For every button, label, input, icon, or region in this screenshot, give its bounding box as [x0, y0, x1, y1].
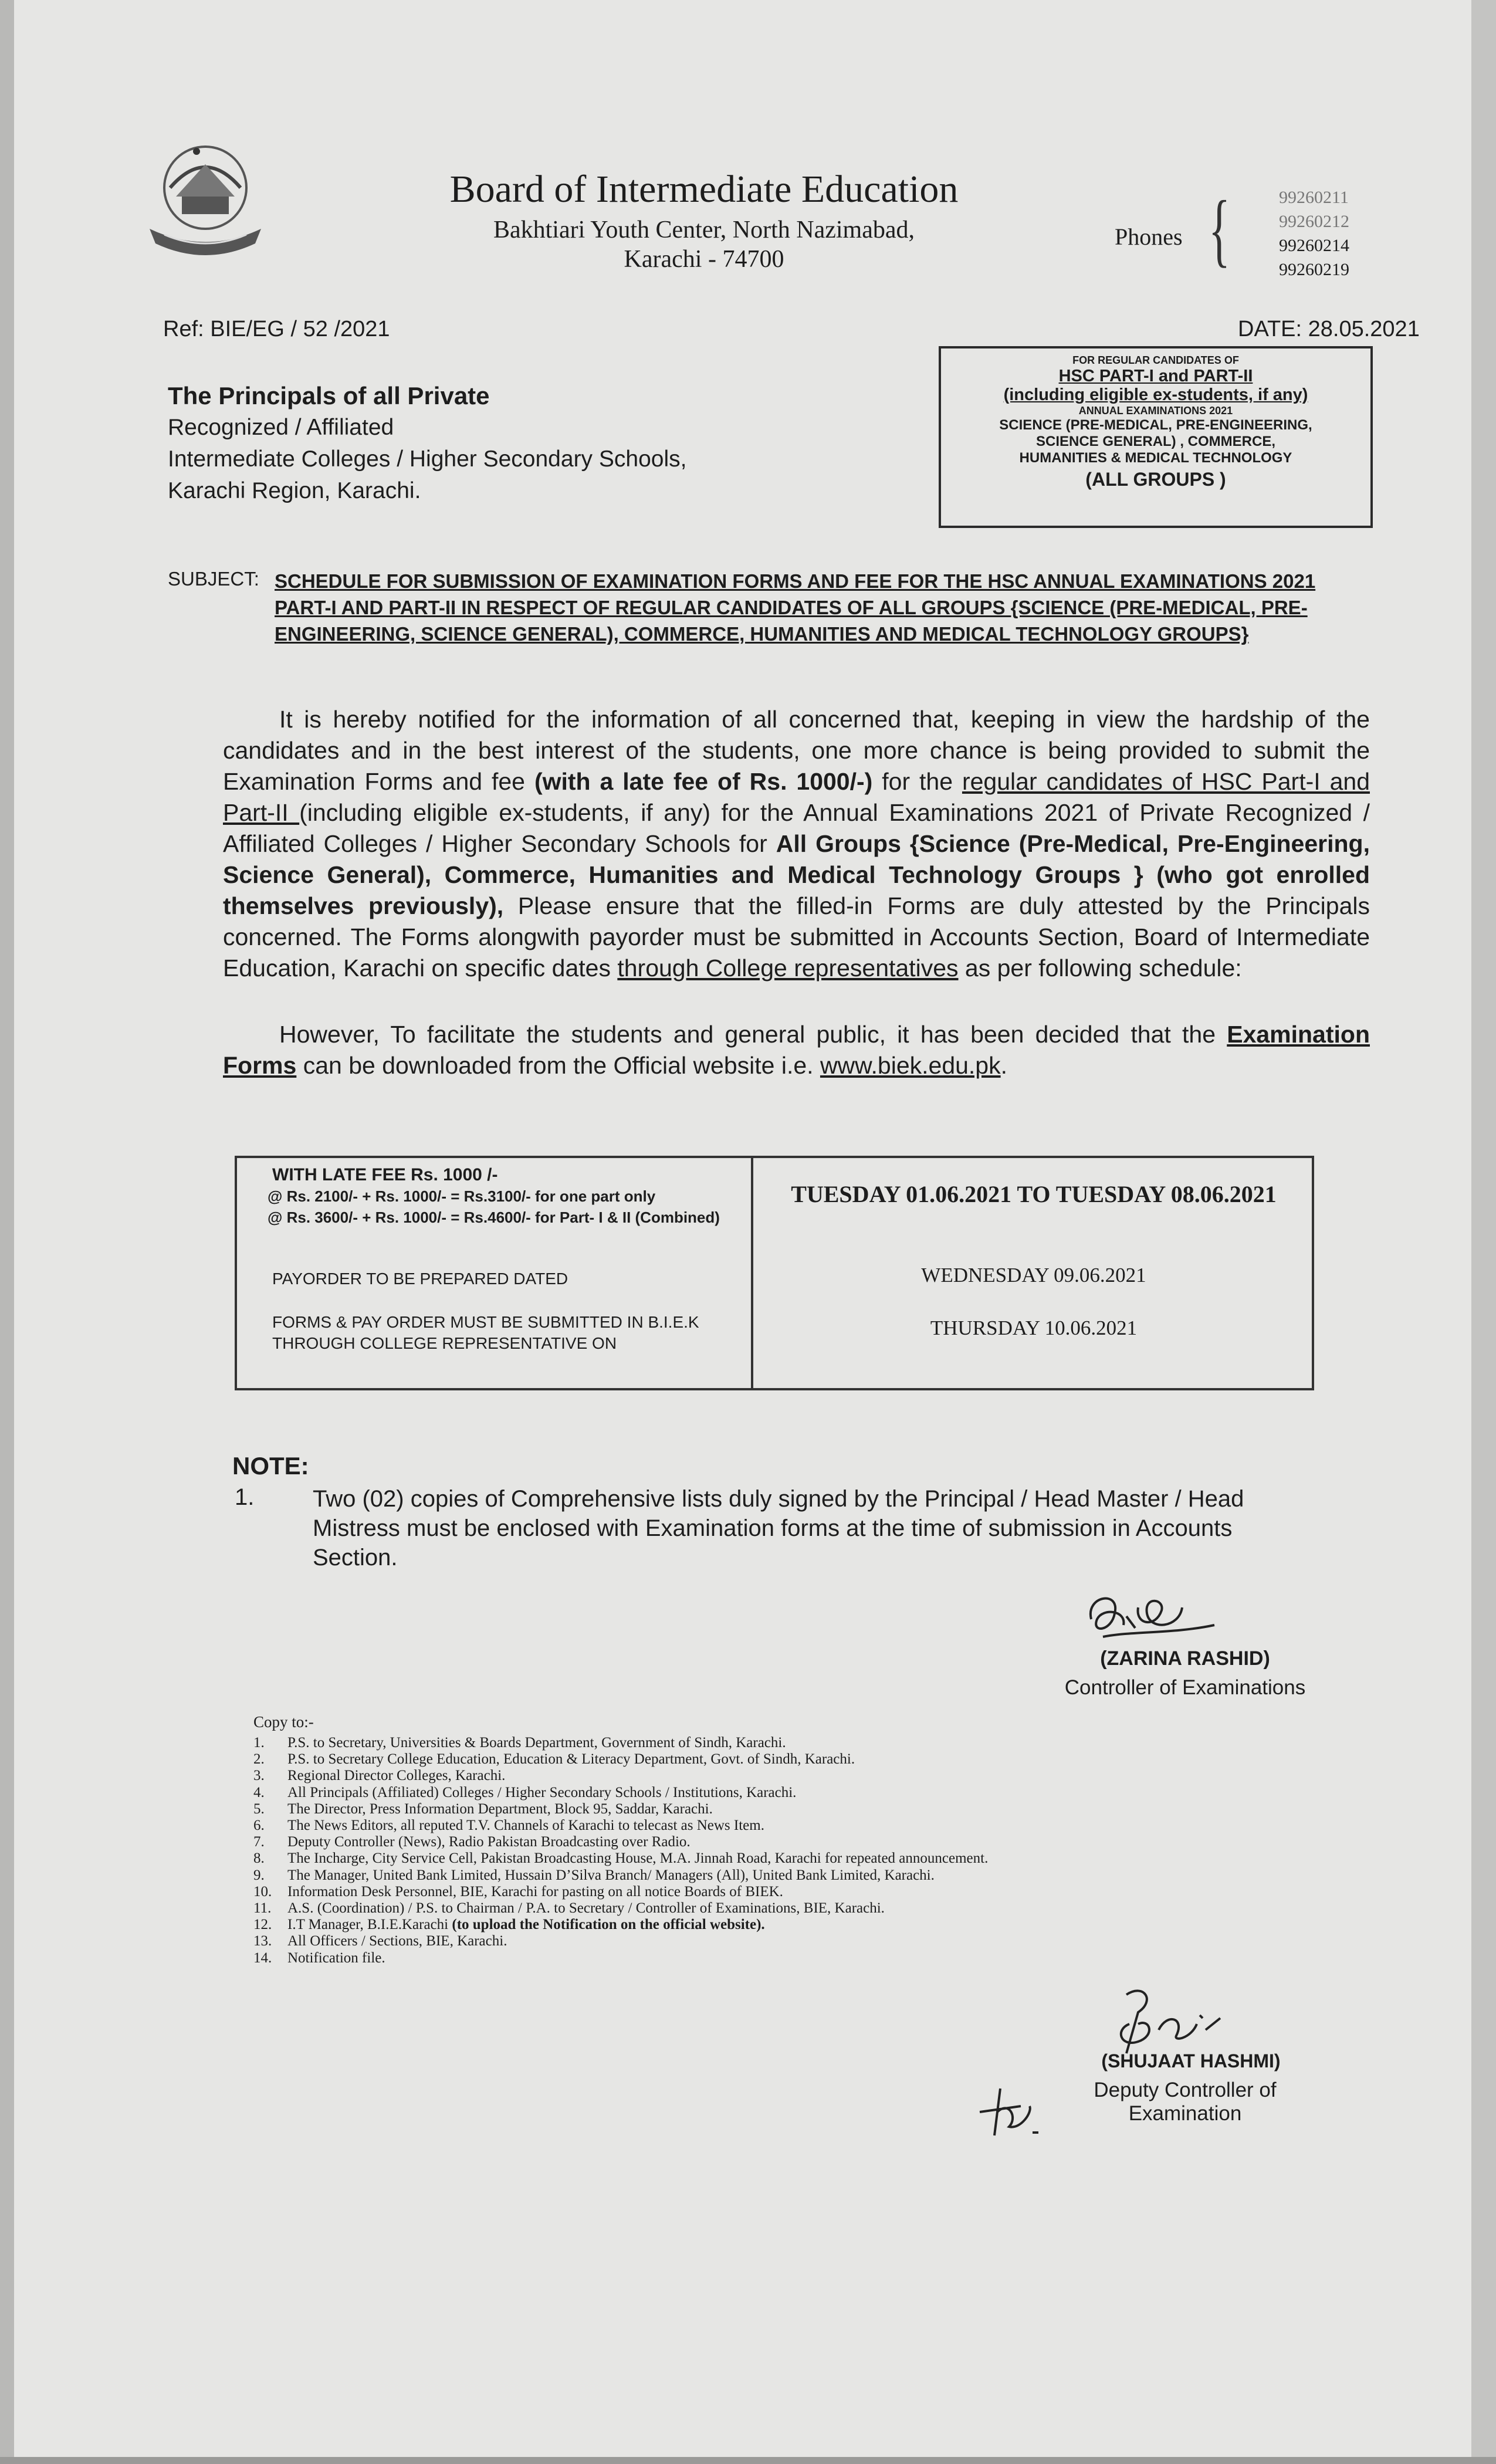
paragraph-text: (including eligible ex-students, if any) for the Annual Examinations 2021 of Private Recognized / Affiliated Colleges / Higher Secondary Schools for [223, 799, 1370, 857]
box-line: SCIENCE GENERAL) , COMMERCE, [1035, 434, 1276, 449]
copy-to-item: 1. P.S. to Secretary, Universities & Boards Department, Government of Sindh, Karachi. [253, 1735, 786, 1751]
copy-to-item: 2. P.S. to Secretary College Education, Education & Literacy Department, Govt. of Sindh, Karachi. [253, 1751, 855, 1768]
note-text: Two (02) copies of Comprehensive lists duly signed by the Principal / Head Master / Head Mistress must be enclosed with Examination forms at the time of submission in Accounts Section. [313, 1486, 1244, 1571]
box-line: (ALL GROUPS ) [1085, 469, 1226, 490]
scan-edge-right [1471, 0, 1496, 2464]
copy-to-item: 13. All Officers / Sections, BIE, Karachi. [253, 1933, 507, 1949]
schedule-dates: TUESDAY 01.06.2021 TO TUESDAY 08.06.2021 [791, 1181, 1277, 1207]
paragraph-bold: All Groups {Science (Pre-Medical, Pre-Engineering, Science General), Commerce, Humanities and Medical Technology Groups } (who got enrolled themselves previously), [223, 830, 1370, 919]
copy-to-item: 5. The Director, Press Information Department, Block 95, Saddar, Karachi. [253, 1800, 713, 1817]
addressee-line: Recognized / Affiliated [168, 415, 394, 440]
copy-to-item: 9. The Manager, United Bank Limited, Hussain D’Silva Branch/ Managers (All), United Bank Limited, Karachi. [253, 1867, 935, 1883]
signature-zarina-rashid [1079, 1584, 1232, 1649]
paragraph-text: for the [872, 768, 962, 795]
paragraph-underline: regular candidates of HSC Part-I and Part-II [223, 768, 1370, 826]
copy-to-item: 7. Deputy Controller (News), Radio Pakistan Broadcasting over Radio. [253, 1834, 691, 1850]
board-title: Board of Intermediate Education [449, 168, 959, 211]
paragraph-text: can be downloaded from the Official website i.e. [296, 1052, 820, 1079]
copy-to-item: 4. All Principals (Affiliated) Colleges / Higher Secondary Schools / Institutions, Karachi. [253, 1784, 797, 1800]
candidates-box [939, 346, 1373, 528]
payorder-date: WEDNESDAY 09.06.2021 [921, 1264, 1146, 1287]
initials-mark [974, 2077, 1056, 2141]
copy-to-label: Copy to:- [253, 1713, 314, 1731]
copy-to-item: 14. Notification file. [253, 1949, 385, 1966]
note-number: 1. [235, 1484, 255, 1510]
paragraph-bold: (with a late fee of Rs. 1000/-) [534, 768, 873, 795]
late-fee-label: WITH LATE FEE Rs. 1000 /- [272, 1165, 498, 1184]
paragraph-text: It is hereby notified for the information of all concerned that, keeping in view the hardship of the candidates and in the best interest of the students, one more chance is being provided to submit the Examination Forms and fee [223, 706, 1370, 795]
paragraph-text: as per following schedule: [958, 955, 1242, 981]
copy-to-item: 10. Information Desk Personnel, BIE, Karachi for pasting on all notice Boards of BIEK. [253, 1883, 783, 1900]
brace-icon: { [1209, 184, 1230, 275]
addressee [168, 380, 813, 507]
board-address-line2: Karachi - 74700 [624, 246, 784, 273]
phones-label: Phones [1115, 224, 1183, 250]
addressee-line: Intermediate Colleges / Higher Secondary Schools, [168, 446, 687, 472]
scan-edge-bottom [0, 2457, 1496, 2464]
box-line: HUMANITIES & MEDICAL TECHNOLOGY [1019, 450, 1292, 466]
signatory-name: (SHUJAAT HASHMI) [1101, 2050, 1281, 2072]
phone-number: 99260219 [1279, 260, 1349, 279]
copy-to-item: 12. I.T Manager, B.I.E.Karachi (to upload the Notification on the official website). [253, 1917, 765, 1933]
fee-rate-combined: @ Rs. 3600/- + Rs. 1000/- = Rs.4600/- for Part- I & II (Combined) [268, 1209, 720, 1226]
paragraph-underline: Examination Forms [223, 1021, 1370, 1079]
copy-to-item: 3. Regional Director Colleges, Karachi. [253, 1768, 506, 1784]
box-line: FOR REGULAR CANDIDATES OF [1072, 354, 1239, 366]
phone-numbers [1279, 185, 1349, 282]
subject-label: SUBJECT: [168, 568, 259, 590]
box-line: HSC PART-I and PART-II [1058, 367, 1253, 385]
board-logo [141, 141, 270, 276]
box-line: SCIENCE (PRE-MEDICAL, PRE-ENGINEERING, [999, 417, 1312, 433]
body-paragraph-1 [223, 704, 1370, 984]
note-heading: NOTE: [232, 1452, 309, 1480]
website-link[interactable]: www.biek.edu.pk [820, 1052, 1001, 1079]
addressee-line: Karachi Region, Karachi. [168, 478, 421, 503]
body-paragraph-2 [223, 1019, 1370, 1081]
subject-text: SCHEDULE FOR SUBMISSION OF EXAMINATION FORMS AND FEE FOR THE HSC ANNUAL EXAMINATIONS 2021 PART-I AND PART-II IN RESPECT OF REGULAR CANDIDATES OF ALL GROUPS {SCIENCE (PRE-MEDICAL, PRE-ENGINEERING, SCIENCE GENERAL), COMMERCE, HUMANITIES AND MEDICAL TECHNOLOGY GROUPS} [275, 570, 1316, 645]
reference-number: Ref: BIE/EG / 52 /2021 [163, 317, 390, 341]
phone-number: 99260211 [1279, 188, 1349, 207]
box-line: (including eligible ex-students, if any) [1003, 385, 1308, 404]
signature-shujaat-hashmi [1103, 1983, 1255, 2059]
submission-label: FORMS & PAY ORDER MUST BE SUBMITTED IN B.I.E.K THROUGH COLLEGE REPRESENTATIVE ON [272, 1313, 699, 1352]
fee-rate-one-part: @ Rs. 2100/- + Rs. 1000/- = Rs.3100/- for one part only [268, 1187, 656, 1205]
copy-to-item: 8. The Incharge, City Service Cell, Pakistan Broadcasting House, M.A. Jinnah Road, Karachi for repeated announcement. [253, 1850, 989, 1867]
paragraph-text: Please ensure that the filled-in Forms are duly attested by the Principals concerned. The Forms alongwith payorder must be submitted in Accounts Section, Board of Intermediate Education, Karachi on specific dates [223, 892, 1370, 981]
phone-number: 99260212 [1279, 212, 1349, 231]
payorder-label: PAYORDER TO BE PREPARED DATED [272, 1270, 568, 1288]
letter-date: DATE: 28.05.2021 [1238, 317, 1420, 341]
schedule-table [235, 1156, 1314, 1390]
copy-to-item: 11. A.S. (Coordination) / P.S. to Chairman / P.A. to Secretary / Controller of Examinations, BIE, Karachi. [253, 1900, 885, 1917]
addressee-line: The Principals of all Private [168, 382, 490, 409]
scan-edge-left [0, 0, 14, 2464]
copy-to-list [253, 1735, 1192, 1967]
paragraph-text: . [1000, 1052, 1008, 1079]
box-line: ANNUAL EXAMINATIONS 2021 [1078, 405, 1233, 417]
paragraph-underline: through College representatives [617, 955, 959, 981]
signatory-name: (ZARINA RASHID) [1100, 1647, 1270, 1670]
paragraph-text: However, To facilitate the students and general public, it has been decided that the [279, 1021, 1227, 1048]
signatory-title: Deputy Controller of Examination [1094, 2079, 1277, 2125]
phone-number: 99260214 [1279, 236, 1349, 255]
signatory-title: Controller of Examinations [1064, 1676, 1306, 1699]
submission-date: THURSDAY 10.06.2021 [930, 1316, 1138, 1339]
board-address-line1: Bakhtiari Youth Center, North Nazimabad, [493, 216, 915, 243]
copy-to-item: 6. The News Editors, all reputed T.V. Channels of Karachi to telecast as News Item. [253, 1817, 764, 1834]
